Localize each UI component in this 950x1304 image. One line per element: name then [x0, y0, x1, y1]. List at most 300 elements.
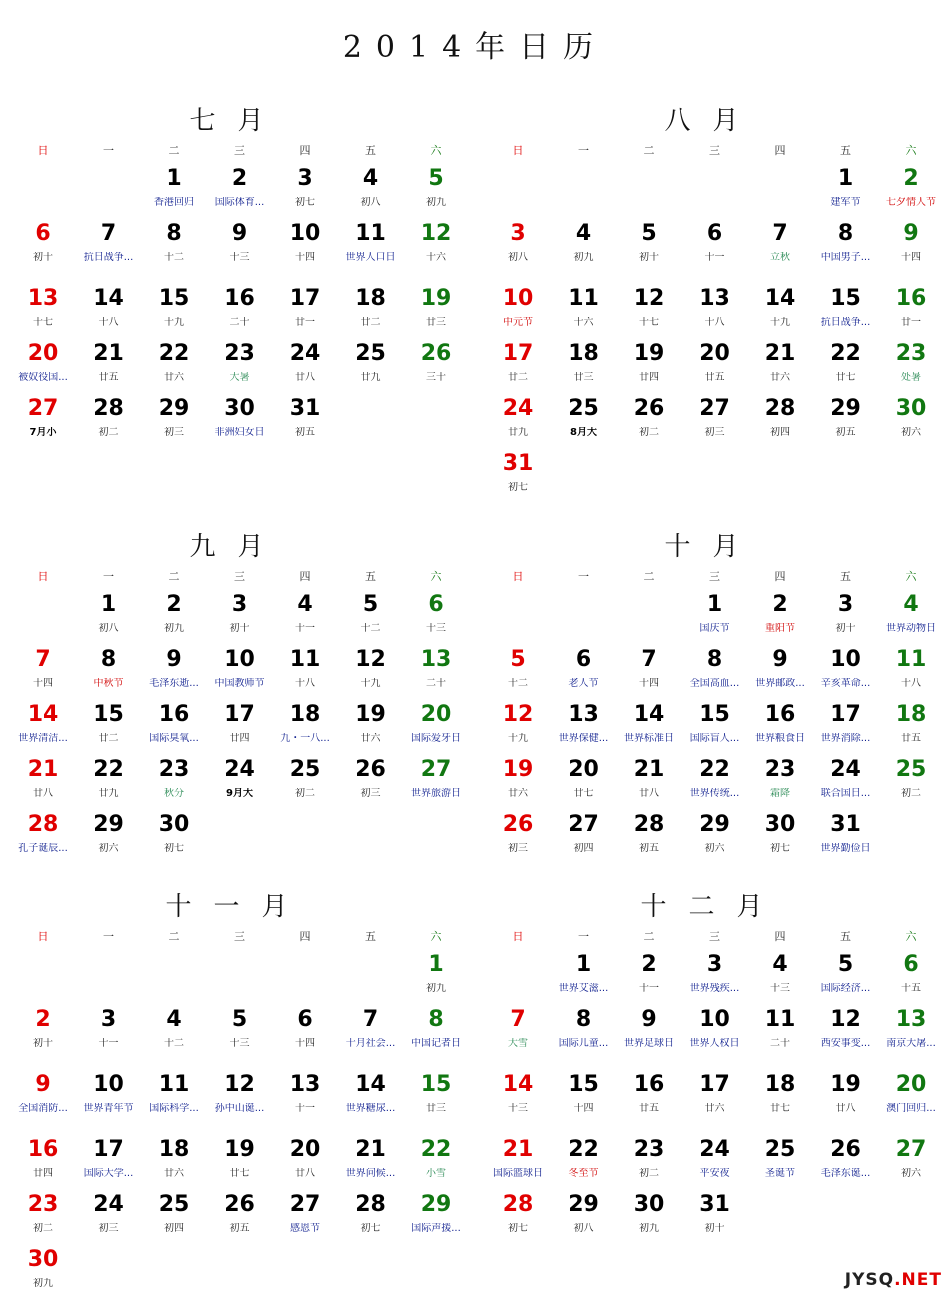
day-label: 初八 — [508, 252, 528, 263]
weekday-header-fri: 五 — [840, 570, 851, 583]
day-label: 十四 — [639, 678, 659, 689]
day-number: 26 — [355, 757, 386, 782]
day-label: 初八 — [573, 1223, 594, 1234]
day-number: 16 — [27, 1137, 59, 1162]
day-number: 3 — [510, 221, 526, 246]
day-label: 十一 — [98, 1038, 119, 1049]
day-label: 初七 — [295, 197, 315, 208]
day-number: 19 — [633, 341, 665, 366]
day-number: 28 — [27, 812, 59, 837]
day-number: 7 — [35, 647, 51, 672]
day-label: 圣诞节 — [765, 1168, 795, 1179]
day-label: 7月小 — [29, 427, 57, 438]
day-label: 初十 — [639, 252, 659, 263]
day-number: 22 — [93, 757, 124, 782]
site-logo — [845, 1270, 942, 1290]
month-title: 十月 — [664, 532, 761, 562]
day-number: 25 — [568, 396, 599, 421]
day-label: 中国记者日 — [411, 1038, 461, 1049]
weekday-header-thu: 四 — [299, 930, 311, 943]
day-number: 20 — [699, 341, 730, 366]
day-number: 6 — [35, 221, 51, 246]
day-number: 3 — [837, 592, 854, 617]
day-label: 世界问候... — [345, 1168, 396, 1179]
day-number: 21 — [633, 757, 665, 782]
day-number: 12 — [355, 647, 386, 672]
day-label: 中国男子... — [820, 252, 871, 263]
weekday-header-mon: 一 — [578, 930, 589, 943]
weekday-header-sun: 日 — [37, 930, 49, 943]
day-number: 6 — [706, 221, 723, 246]
day-number: 17 — [502, 341, 534, 366]
day-number: 29 — [568, 1192, 599, 1217]
day-number: 3 — [231, 592, 248, 617]
day-label: 十五 — [901, 983, 921, 994]
month-november — [10, 886, 465, 1296]
day-label: 世界人权日 — [689, 1038, 740, 1049]
day-label: 初九 — [639, 1223, 659, 1234]
day-label: 国际声援... — [411, 1223, 461, 1234]
day-label: 廿三 — [573, 372, 594, 383]
day-number: 11 — [764, 1007, 796, 1032]
day-number: 10 — [93, 1072, 124, 1097]
day-label: 立秋 — [770, 252, 790, 263]
day-label: 廿七 — [573, 788, 594, 799]
day-label: 世界粮食日 — [755, 733, 805, 744]
day-number: 29 — [158, 396, 190, 421]
day-label: 初二 — [901, 788, 921, 799]
day-number: 11 — [289, 647, 321, 672]
day-label: 世界青年节 — [83, 1103, 134, 1114]
day-number: 5 — [510, 647, 526, 672]
weekday-header-mon: 一 — [103, 144, 114, 157]
day-label: 廿三 — [426, 1103, 446, 1114]
weekday-header-thu: 四 — [299, 144, 311, 157]
day-number: 18 — [764, 1072, 796, 1097]
day-number: 13 — [420, 647, 452, 672]
day-number: 9 — [641, 1007, 657, 1032]
day-label: 初二 — [295, 788, 315, 799]
day-number: 26 — [502, 812, 534, 837]
day-number: 1 — [837, 166, 854, 191]
day-number: 30 — [158, 812, 190, 837]
day-number: 31 — [502, 451, 534, 476]
weekday-header-sun: 日 — [512, 570, 524, 583]
day-label: 国际盲人... — [689, 733, 740, 744]
day-number: 16 — [158, 702, 190, 727]
day-number: 24 — [93, 1192, 124, 1217]
day-number: 14 — [355, 1072, 386, 1097]
day-label: 十一 — [639, 983, 659, 994]
day-label: 初十 — [229, 623, 250, 634]
day-number: 27 — [420, 757, 452, 782]
weekday-header-tue: 二 — [643, 570, 655, 583]
day-label: 联合国日... — [820, 788, 871, 799]
day-label: 世界足球日 — [624, 1038, 674, 1049]
day-label: 廿六 — [704, 1103, 725, 1114]
day-label: 廿一 — [901, 317, 921, 328]
day-label: 国际体育... — [214, 197, 265, 208]
day-number: 24 — [224, 757, 255, 782]
day-label: 廿九 — [508, 427, 528, 438]
day-number: 13 — [895, 1007, 927, 1032]
day-number: 15 — [93, 702, 124, 727]
day-label: 全国高血... — [689, 678, 740, 689]
month-title: 八月 — [664, 106, 761, 136]
day-label: 初三 — [164, 427, 184, 438]
day-number: 24 — [830, 757, 861, 782]
day-number: 21 — [502, 1137, 534, 1162]
day-label: 十三 — [229, 1038, 250, 1049]
day-number: 1 — [428, 952, 444, 977]
day-number: 28 — [355, 1192, 386, 1217]
day-number: 1 — [706, 592, 723, 617]
day-label: 十四 — [295, 1038, 315, 1049]
day-number: 11 — [158, 1072, 190, 1097]
day-number: 18 — [158, 1137, 190, 1162]
day-number: 19 — [830, 1072, 861, 1097]
day-label: 重阳节 — [765, 623, 795, 634]
day-label: 廿七 — [229, 1168, 250, 1179]
day-label: 初九 — [164, 623, 184, 634]
weekday-header-sat: 六 — [430, 144, 442, 157]
weekday-header-sat: 六 — [905, 570, 917, 583]
day-label: 初七 — [770, 843, 790, 854]
day-label: 初七 — [164, 843, 184, 854]
day-label: 中元节 — [503, 317, 533, 328]
day-number: 4 — [362, 166, 379, 191]
day-label: 二十 — [770, 1038, 790, 1049]
day-number: 25 — [895, 757, 927, 782]
weekday-header-fri: 五 — [365, 144, 376, 157]
day-label: 中国教师节 — [214, 678, 265, 689]
day-number: 1 — [166, 166, 182, 191]
day-number: 15 — [830, 286, 861, 311]
day-label: 国际篮球日 — [493, 1168, 543, 1179]
day-label: 廿七 — [835, 372, 856, 383]
day-label: 十八 — [704, 317, 725, 328]
day-number: 6 — [575, 647, 592, 672]
day-number: 8 — [166, 221, 182, 246]
day-number: 23 — [224, 341, 255, 366]
day-number: 28 — [93, 396, 124, 421]
day-label: 廿八 — [639, 788, 659, 799]
day-label: 十三 — [508, 1103, 528, 1114]
day-number: 22 — [830, 341, 861, 366]
day-number: 21 — [93, 341, 124, 366]
day-number: 13 — [27, 286, 59, 311]
day-number: 31 — [289, 396, 321, 421]
day-label: 十六 — [426, 252, 446, 263]
day-number: 29 — [93, 812, 124, 837]
day-number: 8 — [575, 1007, 592, 1032]
day-number: 28 — [633, 812, 665, 837]
day-number: 8 — [428, 1007, 444, 1032]
day-label: 世界勤俭日 — [820, 843, 871, 854]
day-number: 25 — [355, 341, 386, 366]
day-label: 十四 — [33, 678, 53, 689]
weekday-header-fri: 五 — [365, 570, 376, 583]
day-number: 27 — [289, 1192, 321, 1217]
day-number: 25 — [764, 1137, 796, 1162]
day-label: 世界艾滋... — [558, 983, 609, 994]
day-label: 十九 — [164, 317, 184, 328]
weekday-header-fri: 五 — [840, 930, 851, 943]
weekday-header-thu: 四 — [774, 570, 786, 583]
day-number: 5 — [231, 1007, 248, 1032]
day-number: 5 — [837, 952, 854, 977]
weekday-header-wed: 三 — [709, 930, 720, 943]
day-label: 初五 — [229, 1223, 250, 1234]
weekday-header-wed: 三 — [234, 570, 245, 583]
day-label: 中秋节 — [93, 678, 124, 689]
day-label: 廿八 — [295, 1168, 315, 1179]
day-label: 秋分 — [164, 788, 184, 799]
day-number: 19 — [224, 1137, 255, 1162]
day-number: 30 — [895, 396, 927, 421]
day-label: 初六 — [98, 843, 119, 854]
day-number: 15 — [699, 702, 730, 727]
day-label: 霜降 — [770, 788, 790, 799]
day-number: 4 — [575, 221, 592, 246]
month-title: 九月 — [189, 532, 286, 562]
day-number: 17 — [699, 1072, 730, 1097]
day-number: 12 — [420, 221, 452, 246]
day-number: 27 — [699, 396, 730, 421]
day-number: 17 — [830, 702, 861, 727]
day-number: 17 — [224, 702, 255, 727]
day-label: 初九 — [33, 1278, 53, 1289]
day-number: 7 — [772, 221, 788, 246]
day-number: 8 — [837, 221, 854, 246]
day-number: 25 — [289, 757, 321, 782]
day-label: 国际经济... — [820, 983, 871, 994]
day-label: 初四 — [164, 1223, 184, 1234]
day-number: 14 — [27, 702, 59, 727]
day-number: 12 — [830, 1007, 861, 1032]
day-label: 初八 — [360, 197, 381, 208]
day-label: 廿六 — [164, 1168, 184, 1179]
day-number: 9 — [772, 647, 788, 672]
day-label: 十四 — [295, 252, 315, 263]
day-label: 辛亥革命... — [820, 678, 871, 689]
day-number: 20 — [895, 1072, 927, 1097]
day-number: 16 — [764, 702, 796, 727]
day-label: 世界保健... — [558, 733, 609, 744]
day-number: 22 — [699, 757, 730, 782]
day-label: 毛泽东逝... — [149, 678, 199, 689]
day-label: 九・一八... — [280, 733, 330, 744]
day-number: 21 — [27, 757, 59, 782]
weekday-header-tue: 二 — [643, 930, 655, 943]
month-august — [485, 100, 940, 500]
day-label: 十二 — [508, 678, 528, 689]
day-number: 1 — [575, 952, 592, 977]
day-label: 孙中山诞... — [214, 1103, 265, 1114]
day-label: 廿六 — [508, 788, 528, 799]
day-label: 国际大学... — [83, 1168, 134, 1179]
day-number: 11 — [355, 221, 386, 246]
weekday-header-thu: 四 — [299, 570, 311, 583]
day-label: 南京大屠... — [886, 1038, 936, 1049]
weekday-header-fri: 五 — [365, 930, 376, 943]
day-number: 23 — [895, 341, 927, 366]
weekday-header-sat: 六 — [430, 570, 442, 583]
day-label: 世界残疾... — [689, 983, 740, 994]
day-number: 2 — [641, 952, 657, 977]
day-number: 17 — [93, 1137, 124, 1162]
day-number: 23 — [633, 1137, 665, 1162]
day-number: 11 — [568, 286, 599, 311]
day-number: 6 — [297, 1007, 313, 1032]
day-label: 初十 — [33, 1038, 53, 1049]
day-label: 廿四 — [639, 372, 659, 383]
day-number: 29 — [830, 396, 861, 421]
day-label: 十七 — [33, 317, 53, 328]
day-label: 老人节 — [568, 678, 599, 689]
day-number: 4 — [903, 592, 919, 617]
day-number: 10 — [830, 647, 861, 672]
day-number: 6 — [903, 952, 919, 977]
day-number: 12 — [502, 702, 534, 727]
day-number: 27 — [895, 1137, 927, 1162]
day-label: 廿四 — [33, 1168, 53, 1179]
day-label: 十三 — [426, 623, 446, 634]
day-number: 2 — [231, 166, 248, 191]
day-number: 17 — [289, 286, 321, 311]
day-number: 2 — [903, 166, 919, 191]
weekday-header-fri: 五 — [840, 144, 851, 157]
weekday-header-sat: 六 — [905, 144, 917, 157]
day-number: 4 — [166, 1007, 182, 1032]
day-number: 10 — [289, 221, 321, 246]
day-number: 2 — [35, 1007, 51, 1032]
day-label: 廿五 — [639, 1103, 659, 1114]
day-label: 十七 — [639, 317, 659, 328]
day-label: 初三 — [704, 427, 725, 438]
weekday-header-tue: 二 — [168, 144, 180, 157]
weekday-header-wed: 三 — [234, 930, 245, 943]
day-number: 19 — [420, 286, 452, 311]
day-label: 十九 — [508, 733, 528, 744]
day-number: 16 — [633, 1072, 665, 1097]
weekday-header-wed: 三 — [709, 570, 720, 583]
day-number: 23 — [158, 757, 190, 782]
day-label: 十二 — [360, 623, 381, 634]
weekday-header-thu: 四 — [774, 930, 786, 943]
day-label: 十四 — [573, 1103, 594, 1114]
weekday-header-sat: 六 — [905, 930, 917, 943]
day-label: 廿一 — [295, 317, 315, 328]
day-number: 21 — [764, 341, 796, 366]
day-label: 廿五 — [98, 372, 119, 383]
day-label: 8月大 — [570, 427, 597, 438]
day-label: 初七 — [508, 1223, 528, 1234]
day-number: 13 — [699, 286, 730, 311]
month-title: 十一月 — [165, 892, 310, 922]
day-label: 廿四 — [229, 733, 250, 744]
day-label: 初九 — [573, 252, 594, 263]
day-label: 世界旅游日 — [411, 788, 461, 799]
day-number: 7 — [510, 1007, 526, 1032]
day-number: 14 — [93, 286, 124, 311]
day-number: 9 — [903, 221, 919, 246]
day-label: 全国消防... — [18, 1103, 68, 1114]
day-number: 22 — [158, 341, 190, 366]
month-july — [10, 100, 465, 500]
day-number: 23 — [764, 757, 796, 782]
day-label: 十六 — [573, 317, 594, 328]
weekday-header-tue: 二 — [643, 144, 655, 157]
day-number: 4 — [772, 952, 788, 977]
day-number: 2 — [772, 592, 788, 617]
day-label: 初七 — [360, 1223, 381, 1234]
day-number: 10 — [699, 1007, 730, 1032]
day-label: 初五 — [639, 843, 659, 854]
day-number: 7 — [362, 1007, 379, 1032]
day-label: 毛泽东诞... — [820, 1168, 871, 1179]
day-label: 十三 — [770, 983, 790, 994]
day-label: 十八 — [901, 678, 921, 689]
weekday-header-sun: 日 — [37, 570, 49, 583]
day-label: 初六 — [901, 1168, 921, 1179]
day-label: 国庆节 — [699, 623, 730, 634]
day-number: 4 — [297, 592, 313, 617]
weekday-header-sun: 日 — [512, 930, 524, 943]
day-number: 14 — [502, 1072, 534, 1097]
month-december — [485, 886, 940, 1246]
day-label: 世界清洁... — [18, 733, 68, 744]
day-number: 12 — [224, 1072, 255, 1097]
day-number: 15 — [158, 286, 190, 311]
day-label: 二十 — [426, 678, 446, 689]
day-number: 28 — [764, 396, 796, 421]
day-label: 廿五 — [704, 372, 725, 383]
day-label: 十一 — [704, 252, 725, 263]
day-label: 初四 — [770, 427, 790, 438]
day-number: 13 — [568, 702, 599, 727]
day-number: 27 — [27, 396, 59, 421]
day-label: 初三 — [360, 788, 381, 799]
day-number: 22 — [420, 1137, 452, 1162]
day-number: 31 — [699, 1192, 730, 1217]
day-label: 国际儿童... — [558, 1038, 609, 1049]
day-number: 7 — [641, 647, 657, 672]
page-title: 2014年日历 — [342, 30, 608, 65]
weekday-header-mon: 一 — [103, 930, 114, 943]
day-label: 廿六 — [164, 372, 184, 383]
logo-main: JYSQ — [844, 1270, 895, 1290]
day-number: 8 — [100, 647, 117, 672]
day-label: 初二 — [33, 1223, 53, 1234]
day-number: 1 — [100, 592, 117, 617]
day-label: 初七 — [508, 482, 528, 493]
day-label: 十一 — [295, 623, 315, 634]
day-label: 廿二 — [508, 372, 528, 383]
weekday-header-mon: 一 — [103, 570, 114, 583]
day-label: 廿二 — [360, 317, 381, 328]
day-label: 七夕情人节 — [886, 197, 936, 208]
day-label: 初九 — [426, 197, 446, 208]
day-number: 24 — [502, 396, 534, 421]
day-number: 12 — [633, 286, 665, 311]
day-label: 廿八 — [295, 372, 315, 383]
day-number: 13 — [289, 1072, 321, 1097]
day-number: 10 — [502, 286, 534, 311]
day-number: 26 — [224, 1192, 255, 1217]
day-label: 小雪 — [426, 1168, 446, 1179]
weekday-header-sun: 日 — [37, 144, 49, 157]
